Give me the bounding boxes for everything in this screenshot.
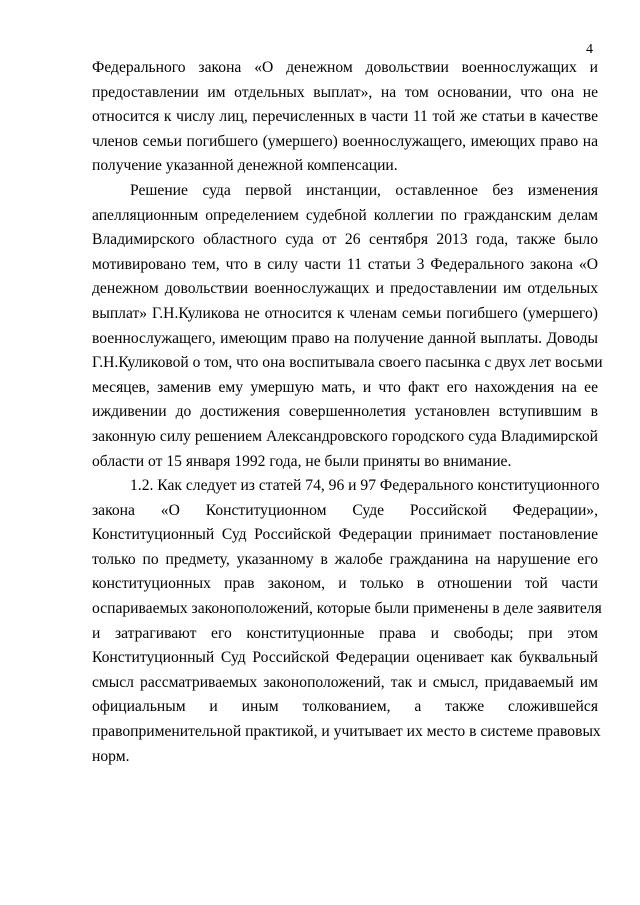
- text-line: закона «О Конституционном Суде Российской Федерации»,: [92, 501, 598, 519]
- text-line: Федерального закона «О денежном довольствии военнослужащих и: [92, 59, 598, 76]
- text-line: 1.2. Как следует из статей 74, 96 и 97 Федерального конституционного: [130, 477, 600, 495]
- text-line: норм.: [92, 747, 130, 765]
- paragraph: [92, 179, 603, 474]
- text-line: военнослужащего, имеющим право на получение данной выплаты. Доводы: [92, 329, 598, 347]
- text-line: Решение суда первой инстанции, оставленное без изменения: [130, 181, 598, 199]
- page-number: 4: [586, 42, 593, 57]
- paragraph: [92, 474, 602, 769]
- text-line: предоставлении им отдельных выплат», на том основании, что она не: [92, 83, 598, 101]
- text-line: Конституционный Суд Российской Федерации принимает постановление: [92, 526, 598, 544]
- text-line: официальным и иным толкованием, а также сложившейся: [92, 698, 598, 716]
- text-line: выплат» Г.Н.Куликова не относится к членам семьи погибшего (умершего): [92, 304, 598, 322]
- text-line: апелляционным определением судебной коллегии по гражданским делам: [92, 206, 598, 224]
- text-line: Владимирского областного суда от 26 сентября 2013 года, также было: [92, 231, 598, 249]
- text-line: Конституционный Суд Российской Федерации оценивает как буквальный: [92, 649, 598, 667]
- text-line: иждивении до достижения совершеннолетия установлен вступившим в: [92, 403, 598, 421]
- paragraph: [92, 56, 598, 179]
- text-line: смысл рассматриваемых законоположений, так и смысл, придаваемый им: [92, 673, 598, 691]
- text-line: относится к числу лиц, перечисленных в части 11 той же статьи в качестве: [92, 108, 598, 126]
- text-line: правоприменительной практикой, и учитывает их место в системе правовых: [92, 723, 601, 741]
- text-line: получение указанной денежной компенсации.: [92, 157, 398, 175]
- text-line: мотивировано тем, что в силу части 11 статьи 3 Федерального закона «О: [92, 255, 598, 273]
- text-line: оспариваемых законоположений, которые были применены в деле заявителя: [92, 600, 602, 618]
- text-line: только по предмету, указанному в жалобе гражданина на нарушение его: [92, 550, 598, 568]
- text-line: области от 15 января 1992 года, не были приняты во внимание.: [92, 452, 512, 470]
- text-line: законную силу решением Александровского городского суда Владимирской: [92, 427, 598, 445]
- document-body: [92, 56, 603, 769]
- text-line: конституционных прав законом, и только в отношении той части: [92, 575, 598, 593]
- text-line: и затрагивают его конституционные права и свободы; при этом: [92, 624, 598, 642]
- text-line: членов семьи погибшего (умершего) военнослужащего, имеющих право на: [92, 132, 598, 150]
- text-line: Г.Н.Куликовой о том, что она воспитывала своего пасынка с двух лет восьми: [92, 354, 603, 372]
- text-line: денежном довольствии военнослужащих и предоставлении им отдельных: [92, 280, 598, 298]
- text-line: месяцев, заменив ему умершую мать, и что факт его нахождения на ее: [92, 378, 598, 396]
